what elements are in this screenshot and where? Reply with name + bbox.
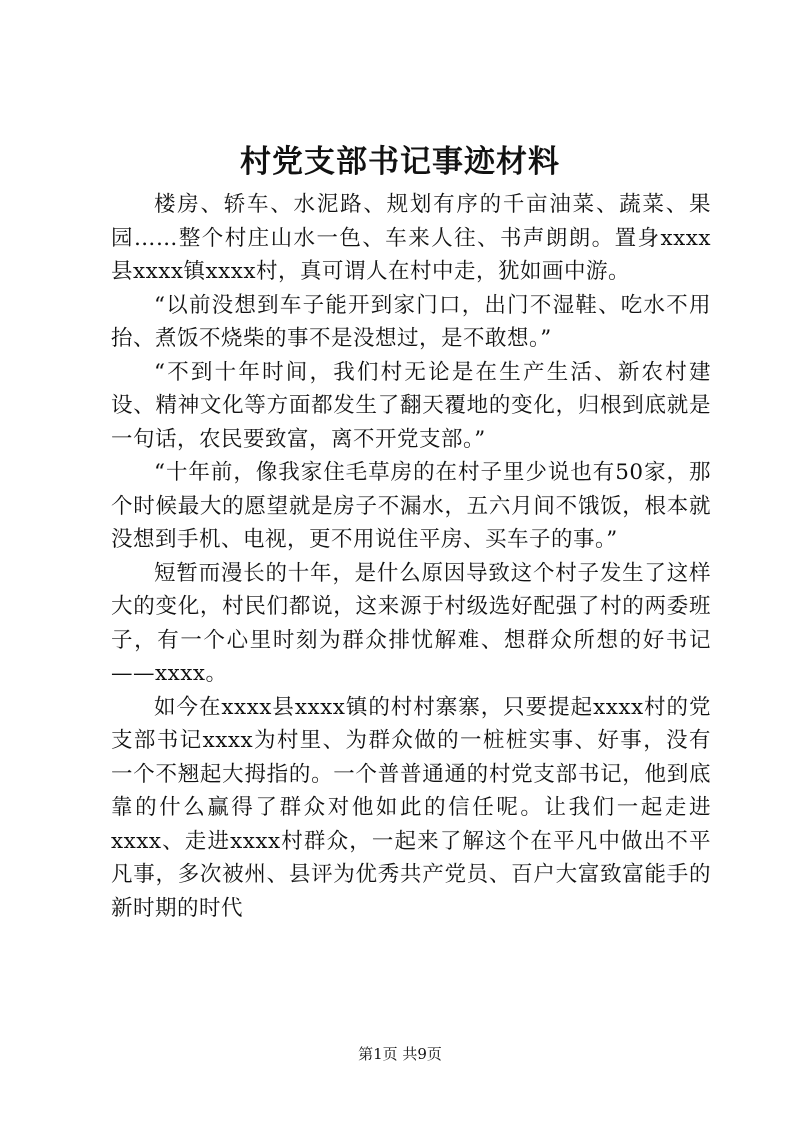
paragraph-3: “不到十年时间，我们村无论是在生产生活、新农村建设、精神文化等方面都发生了翻天覆地的变化，归根到底就是一句话，农民要致富，离不开党支部。”	[111, 359, 711, 452]
paragraph-6: 如今在xxxx县xxxx镇的村村寨寨，只要提起xxxx村的党支部书记xxxx为村里、为群众做的一桩桩实事、好事，没有一个不翘起大拇指的。一个普普通通的村党支部书记，他到底靠的什么赢得了群众对他如此的信任呢。让我们一起走进xxxx、走进xxxx村群众，一起来了解这个在平凡中做出不平凡事，多次被州、县评为优秀共产党员、百户大富致富能手的新时期的时代	[111, 694, 711, 921]
paragraph-5: 短暂而漫长的十年，是什么原因导致这个村子发生了这样大的变化，村民们都说，这来源于村级选好配强了村的两委班子，有一个心里时刻为群众排忧解难、想群众所想的好书记——xxxx。	[111, 560, 711, 686]
document-title: 村党支部书记事迹材料	[240, 144, 560, 180]
paragraph-4: “十年前，像我家住毛草房的在村子里少说也有50家，那个时候最大的愿望就是房子不漏水，五六月间不饿饭，根本就没想到手机、电视，更不用说住平房、买车子的事。”	[111, 460, 711, 552]
paragraph-1: 楼房、轿车、水泥路、规划有序的千亩油菜、蔬菜、果园……整个村庄山水一色、车来人往、书声朗朗。置身xxxx县xxxx镇xxxx村，真可谓人在村中走，犹如画中游。	[111, 192, 711, 284]
document-body	[111, 188, 711, 925]
paragraph-2: “以前没想到车子能开到家门口，出门不湿鞋、吃水不用抬、煮饭不烧柴的事不是没想过，是不敢想。”	[111, 292, 711, 351]
page-footer: 第1页 共9页	[358, 1045, 442, 1063]
